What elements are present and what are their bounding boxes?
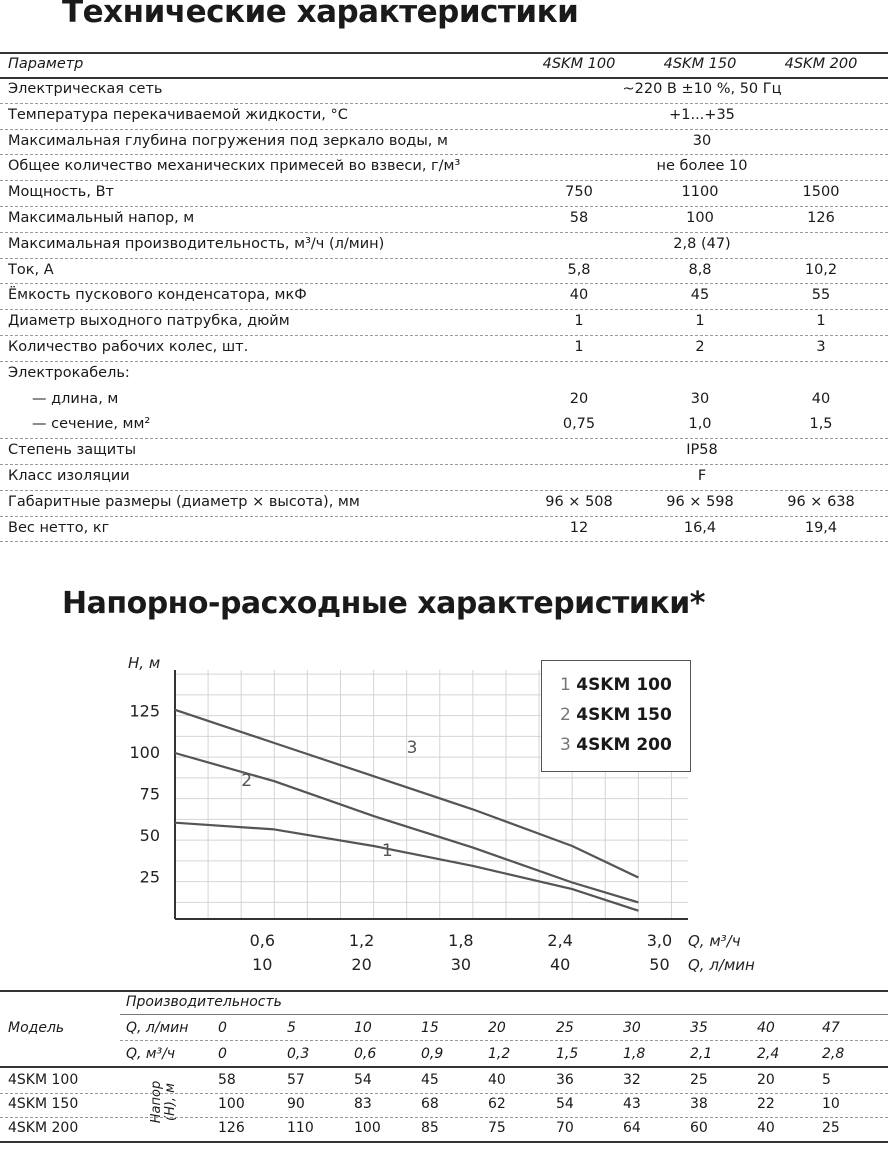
spec-value: 96 × 638 [787,493,855,510]
q-m3-value: 0,9 [421,1046,444,1062]
head-value: 10 [822,1096,840,1112]
x-tick-label-m3: 3,0 [646,931,673,950]
spec-label: — длина, м [32,390,119,407]
spec-value: F [697,468,707,484]
head-value: 75 [488,1120,506,1136]
head-value: 64 [623,1120,641,1136]
q-m3-value: 0 [218,1046,227,1062]
x-tick-label-m3: 0,6 [249,931,276,950]
head-value: 54 [354,1072,372,1088]
head-value: 45 [421,1072,439,1088]
head-label-line: (Н), м [163,1083,178,1121]
spec-value: 0,75 [562,416,596,433]
spec-value: 3 [816,339,826,355]
spec-label: Максимальная глубина погружения под зеркало воды, м [8,132,448,149]
param-header: Параметр [8,56,84,72]
specs-header-row [0,53,888,79]
spec-label: Ёмкость пускового конденсатора, мкФ [8,287,307,304]
x-axis-label-lmin: Q, л/мин [688,956,755,974]
model-header: 4SKM 200 [784,56,858,72]
spec-value: 8,8 [688,261,712,278]
head-value: 32 [623,1072,641,1088]
x-tick-label-lmin: 30 [450,955,472,974]
spec-value: 40 [569,287,589,304]
spec-row [0,78,888,104]
spec-value: 16,4 [683,519,717,536]
head-value: 100 [354,1120,381,1136]
spec-label: Диаметр выходного патрубка, дюйм [8,313,290,330]
legend-num: 3 [560,735,571,755]
y-tick-label: 75 [139,784,160,804]
q-lmin-value: 35 [690,1020,708,1036]
model-name: 4SKM 150 [8,1096,79,1112]
head-value: 57 [287,1072,305,1088]
spec-value: 40 [811,390,831,407]
spec-value: ~220 В ±10 %, 50 Гц [622,81,782,97]
row-divider [0,1093,888,1094]
legend-num: 2 [560,705,571,725]
spec-label: Общее количество механических примесей во взвеси, г/м³ [8,158,461,175]
spec-value: 5,8 [567,261,591,278]
spec-value: 1 [816,313,826,330]
head-value: 83 [354,1096,372,1112]
x-tick-label-lmin: 50 [649,955,670,974]
y-tick-label: 25 [139,867,160,887]
spec-value: 1100 [681,184,719,201]
spec-value: 58 [569,210,589,226]
spec-label: Максимальный напор, м [8,210,195,226]
head-value: 36 [556,1072,574,1088]
spec-row [0,491,888,517]
spec-row [0,259,888,285]
spec-value: 2 [695,339,705,355]
q-m3-value: 2,8 [822,1046,845,1062]
spec-value: 1 [574,339,584,355]
head-value: 40 [757,1120,775,1136]
model-name: 4SKM 100 [8,1072,79,1088]
q-lmin-value: 10 [354,1020,372,1036]
row-divider [0,541,888,542]
legend-model: 4SKM 100 [576,675,672,695]
q-lmin-label: Q, л/мин [126,1020,189,1036]
model-header: 4SKM 150 [663,56,737,72]
spec-label: Электрическая сеть [8,81,163,97]
spec-label: Габаритные размеры (диаметр × высота), мм [8,493,360,510]
legend-item-3 [560,735,672,755]
q-m3-value: 2,4 [757,1046,780,1062]
spec-value: 1 [695,313,705,330]
spec-row [0,284,888,310]
q-lmin-value: 40 [757,1020,775,1036]
legend-item-1 [560,675,672,695]
spec-label: Класс изоляции [8,468,130,484]
q-m3-value: 1,2 [488,1046,511,1062]
spec-value: 126 [807,210,835,226]
table-mid-rule [0,1066,888,1068]
q-lmin-value: 20 [488,1020,506,1036]
q-lmin-value: 30 [623,1020,641,1036]
spec-label: — сечение, мм² [32,416,151,433]
spec-value: 12 [569,519,589,536]
chart-legend [541,660,691,772]
spec-row [0,233,888,259]
head-value: 70 [556,1120,574,1136]
curve-label-1: 1 [381,840,393,861]
x-tick-label-m3: 1,2 [348,931,375,950]
q-m3-value: 0,6 [354,1046,377,1062]
spec-value: +1...+35 [669,106,735,123]
spec-label: Мощность, Вт [8,184,114,201]
spec-value: не более 10 [656,158,748,175]
head-value: 90 [287,1096,305,1112]
x-axis-label-m3: Q, м³/ч [688,932,741,950]
x-tick-label-m3: 2,4 [547,931,573,950]
spec-value: 20 [569,390,589,407]
spec-value: 30 [692,132,712,149]
spec-row [0,439,888,465]
spec-value: 750 [565,184,593,201]
spec-value: 1,0 [688,416,712,433]
spec-value: 45 [690,287,710,304]
spec-value: 1500 [802,184,840,201]
model-name: 4SKM 200 [8,1120,79,1136]
spec-row [0,155,888,181]
head-value: 38 [690,1096,708,1112]
spec-row [0,465,888,491]
spec-row [0,362,888,388]
row-divider [120,1014,888,1015]
row-divider [0,1141,888,1143]
q-m3-value: 1,5 [556,1046,579,1062]
head-value: 25 [822,1120,840,1136]
head-value: 62 [488,1096,506,1112]
spec-value: 2,8 (47) [673,235,731,252]
spec-row [0,181,888,207]
y-tick-label: 125 [129,701,160,721]
head-value: 22 [757,1096,775,1112]
spec-label: Электрокабель: [8,364,130,381]
head-value: 110 [287,1120,314,1136]
head-value: 25 [690,1072,708,1088]
spec-value: 10,2 [804,261,838,278]
q-lmin-value: 47 [822,1020,840,1036]
q-m3-value: 1,8 [623,1046,646,1062]
perf-title: Производительность [126,994,282,1010]
x-tick-label-lmin: 10 [252,955,273,974]
q-m3-label: Q, м³/ч [126,1046,176,1062]
spec-row [0,388,888,414]
spec-value: 100 [686,210,714,226]
curve-label-2: 2 [241,771,253,792]
q-lmin-value: 5 [287,1020,296,1036]
table-top-rule [0,990,888,992]
spec-value: IP58 [686,442,718,459]
chart-title: Напорно-расходные характеристики* [62,586,705,621]
spec-label: Вес нетто, кг [8,519,110,536]
head-value: 126 [218,1120,245,1136]
spec-label: Количество рабочих колес, шт. [8,339,249,355]
spec-row [0,310,888,336]
curve-label-3: 3 [406,738,418,758]
legend-item-2 [560,705,672,725]
head-label-line: Напор [149,1080,164,1124]
head-label [150,1072,178,1132]
x-tick-label-lmin: 20 [351,955,372,974]
q-lmin-value: 0 [218,1020,227,1036]
head-value: 68 [421,1096,439,1112]
spec-row [0,130,888,156]
model-header: 4SKM 100 [542,56,616,72]
x-tick-label-lmin: 40 [549,955,571,974]
y-axis-label: H, м [128,654,161,672]
spec-label: Максимальная производительность, м³/ч (л/мин) [8,235,385,252]
legend-num: 1 [560,675,571,695]
spec-row [0,104,888,130]
q-lmin-value: 15 [421,1020,439,1036]
head-value: 100 [218,1096,245,1112]
y-tick-label: 50 [139,826,160,845]
spec-row [0,207,888,233]
head-value: 20 [757,1072,775,1088]
legend-model: 4SKM 200 [576,735,672,755]
head-value: 58 [218,1072,236,1088]
q-m3-value: 0,3 [287,1046,310,1062]
spec-value: 1,5 [809,416,833,433]
x-tick-label-m3: 1,8 [448,931,474,950]
spec-row [0,336,888,362]
spec-value: 19,4 [804,519,838,536]
head-value: 60 [690,1120,708,1136]
q-lmin-value: 25 [556,1020,574,1036]
spec-value: 96 × 598 [666,493,734,510]
y-tick-label: 100 [129,743,160,762]
model-column-header: Модель [8,1020,65,1036]
row-divider [120,1040,888,1041]
spec-value: 55 [811,287,831,304]
spec-value: 1 [574,313,584,330]
q-m3-value: 2,1 [690,1046,713,1062]
spec-value: 30 [690,390,710,407]
spec-row [0,517,888,543]
head-value: 5 [822,1072,831,1088]
spec-label: Степень защиты [8,442,137,459]
head-value: 40 [488,1072,506,1088]
spec-label: Температура перекачиваемой жидкости, °С [8,106,348,123]
head-value: 54 [556,1096,574,1112]
specs-title: Технические характеристики [62,0,579,30]
row-divider [0,1117,888,1118]
spec-value: 96 × 508 [545,493,613,510]
legend-model: 4SKM 150 [576,705,672,725]
head-value: 43 [623,1096,641,1112]
head-value: 85 [421,1120,439,1136]
spec-label: Ток, А [8,261,54,278]
spec-row [0,413,888,439]
